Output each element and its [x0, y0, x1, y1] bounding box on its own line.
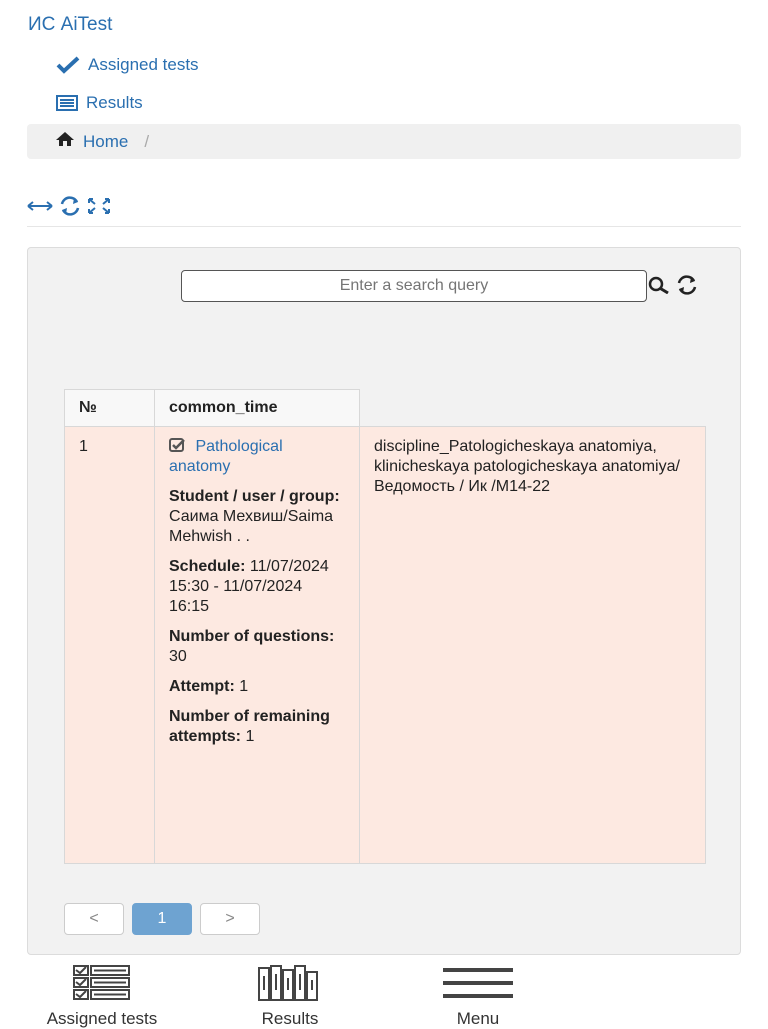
- bottom-nav-results-label: Results: [261, 1009, 319, 1028]
- student-label: Student / user / group:: [169, 488, 340, 505]
- questions-value: 30: [169, 648, 187, 665]
- toolbar: [27, 196, 111, 221]
- table-row: [65, 427, 706, 864]
- bottom-nav-assigned-tests[interactable]: [20, 962, 184, 1029]
- checkbox-icon: [169, 438, 195, 455]
- fullscreen-icon[interactable]: [87, 197, 111, 220]
- pager-next-button[interactable]: >: [200, 903, 260, 935]
- remaining-value: 1: [245, 728, 255, 745]
- bottom-nav: [0, 960, 768, 1028]
- divider: [27, 226, 741, 227]
- refresh-icon[interactable]: [59, 196, 81, 221]
- row-details: [155, 427, 360, 864]
- remaining-label: Number of remaining attempts:: [169, 708, 330, 745]
- header-empty: [360, 390, 706, 427]
- bottom-nav-menu[interactable]: [438, 962, 518, 1029]
- breadcrumb-home-label: Home: [83, 131, 129, 151]
- row-number: 1: [65, 427, 155, 864]
- questions-field: [169, 627, 345, 667]
- attempt-field: [169, 677, 345, 697]
- schedule-field: [169, 557, 345, 617]
- nav-results-label: Results: [86, 93, 143, 112]
- books-icon: [257, 964, 323, 1007]
- row-discipline: discipline_Patologicheskaya anatomiya, klinicheskaya patologicheskaya anatomiya/ Ведомость / Ик /М14-22: [360, 427, 706, 864]
- header-common-time[interactable]: common_time: [155, 390, 360, 427]
- student-value: Саима Мехвиш/Saima Mehwish . .: [169, 508, 334, 545]
- list-icon: [56, 95, 78, 111]
- search-icon[interactable]: [648, 276, 670, 299]
- bottom-nav-menu-label: Menu: [456, 1009, 500, 1028]
- remaining-field: [169, 707, 345, 747]
- test-link[interactable]: Pathological anatomy: [169, 438, 283, 475]
- expand-width-icon[interactable]: [27, 199, 53, 218]
- schedule-value: 11/07/2024 15:30 - 11/07/2024 16:15: [169, 558, 329, 615]
- breadcrumb-separator: /: [144, 131, 150, 151]
- search-input[interactable]: [181, 270, 647, 302]
- pagination: [64, 903, 260, 935]
- hamburger-menu-icon: [441, 964, 515, 1007]
- attempt-label: Attempt:: [169, 678, 235, 695]
- refresh-icon[interactable]: [676, 275, 698, 300]
- nav-assigned-tests-label: Assigned tests: [88, 55, 199, 74]
- search-box: [181, 270, 651, 302]
- attempt-value: 1: [239, 678, 249, 695]
- bottom-nav-results[interactable]: [240, 962, 340, 1029]
- pager-page-button[interactable]: 1: [132, 903, 192, 935]
- questions-label: Number of questions:: [169, 628, 335, 645]
- checkmark-icon: [56, 56, 80, 74]
- nav-assigned-tests[interactable]: [56, 55, 199, 75]
- breadcrumb: [27, 124, 741, 159]
- home-icon: [55, 131, 75, 152]
- schedule-label: Schedule:: [169, 558, 246, 575]
- results-table: [64, 389, 706, 864]
- pager-prev-button[interactable]: <: [64, 903, 124, 935]
- results-panel: [27, 247, 741, 955]
- student-field: [169, 487, 345, 547]
- breadcrumb-home[interactable]: [55, 131, 128, 152]
- app-brand[interactable]: ИС AiTest: [28, 14, 113, 35]
- table-header-row: [65, 390, 706, 427]
- checklist-icon: [72, 964, 132, 1007]
- nav-results[interactable]: [56, 93, 143, 113]
- search-actions: [648, 275, 698, 300]
- header-num[interactable]: №: [65, 390, 155, 427]
- bottom-nav-assigned-label: Assigned tests: [46, 1009, 158, 1028]
